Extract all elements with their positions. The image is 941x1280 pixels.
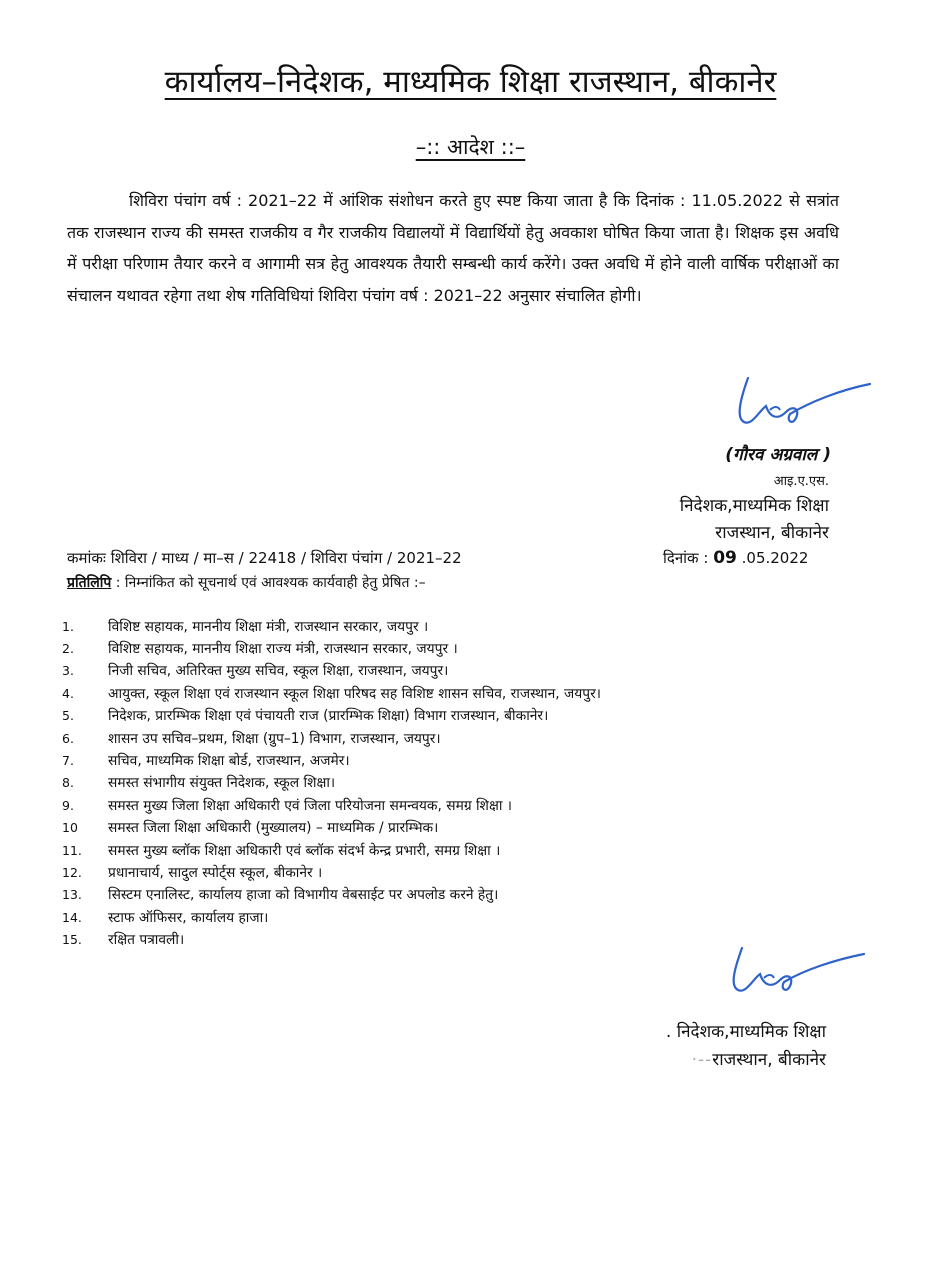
distribution-item-number: 7. xyxy=(62,753,74,769)
distribution-item-text: समस्त मुख्य ब्लॉक शिक्षा अधिकारी एवं ब्लॉक संदर्भ केन्द्र प्रभारी, समग्र शिक्षा । xyxy=(108,842,501,859)
distribution-item xyxy=(62,637,822,659)
order-heading xyxy=(0,132,941,162)
distribution-item xyxy=(62,682,822,704)
reference-date xyxy=(663,546,808,570)
distribution-item xyxy=(62,884,822,906)
copy-label: प्रतिलिपि xyxy=(67,575,112,591)
officer-designation-line2: राजस्थान, बीकानेर xyxy=(715,523,829,543)
copy-text: : निम्नांकित को सूचनार्थ एवं आवश्यक कार्यवाही हेतु प्रेषित :– xyxy=(111,575,426,591)
footer-designation-line2-text: राजस्थान, बीकानेर xyxy=(712,1050,826,1070)
officer-designation-line1: निदेशक,माध्यमिक शिक्षा xyxy=(679,496,829,516)
distribution-item-number: 14. xyxy=(62,909,82,925)
distribution-list xyxy=(62,615,822,951)
distribution-item-text: समस्त जिला शिक्षा अधिकारी (मुख्यालय) – माध्यमिक / प्रारम्भिक। xyxy=(108,820,439,837)
date-day: 09 xyxy=(713,548,737,568)
distribution-item-number: 6. xyxy=(62,730,74,746)
distribution-item-text: स्टाफ ऑफिसर, कार्यालय हाजा। xyxy=(108,909,269,926)
distribution-item xyxy=(62,705,822,727)
officer-designation xyxy=(680,493,829,547)
date-label: दिनांक : xyxy=(663,549,709,567)
distribution-item-text: निजी सचिव, अतिरिक्त मुख्य सचिव, स्कूल शिक्षा, राजस्थान, जयपुर। xyxy=(108,663,449,680)
distribution-item-number: 4. xyxy=(62,685,74,701)
distribution-item-number: 13. xyxy=(62,887,82,903)
distribution-item xyxy=(62,794,822,816)
distribution-item xyxy=(62,660,822,682)
reference-number: कमांकः शिविरा / माध्य / मा–स / 22418 / शिविरा पंचांग / 2021–22 xyxy=(67,549,462,567)
distribution-item-number: 2. xyxy=(62,641,74,657)
distribution-item xyxy=(62,817,822,839)
officer-name: (गौरव अग्रवाल ) xyxy=(725,445,831,465)
distribution-item-number: 3. xyxy=(62,663,74,679)
distribution-item xyxy=(62,839,822,861)
officer-service: आइ.ए.एस. xyxy=(773,474,829,489)
date-rest: .05.2022 xyxy=(741,549,809,567)
distribution-item-text: प्रधानाचार्य, सादुल स्पोर्ट्स स्कूल, बीकानेर । xyxy=(108,864,323,881)
distribution-item-number: 12. xyxy=(62,864,82,880)
distribution-item-text: सिस्टम एनालिस्ट, कार्यालय हाजा को विभागीय वेबसाईट पर अपलोड करने हेतु। xyxy=(108,887,499,904)
footer-designation-line2 xyxy=(666,1046,826,1074)
footer-designation-line1: . निदेशक,माध्यमिक शिक्षा xyxy=(665,1022,826,1042)
distribution-item-number: 5. xyxy=(62,708,74,724)
distribution-item-number: 8. xyxy=(62,775,74,791)
distribution-item-number: 10 xyxy=(62,820,78,836)
distribution-item-text: सचिव, माध्यमिक शिक्षा बोर्ड, राजस्थान, अजमेर। xyxy=(108,753,350,770)
distribution-item-text: शासन उप सचिव–प्रथम, शिक्षा (ग्रुप–1) विभाग, राजस्थान, जयपुर। xyxy=(108,730,441,747)
order-heading-text: –:: आदेश ::– xyxy=(415,135,526,159)
distribution-item xyxy=(62,615,822,637)
distribution-item-number: 9. xyxy=(62,797,74,813)
distribution-item-text: आयुक्त, स्कूल शिक्षा एवं राजस्थान स्कूल शिक्षा परिषद सह विशिष्ट शासन सचिव, राजस्थान, जयपुर। xyxy=(108,685,601,702)
order-paragraph: शिविरा पंचांग वर्ष : 2021–22 में आंशिक संशोधन करते हुए स्पष्ट किया जाता है कि दिनांक : 11.05.2022 से सत्रांत तक राजस्थान राज्य की समस्त राजकीय व गैर राजकीय विद्यालयों में विद्यार्थियों हेतु अवकाश घोषित किया जाता है। शिक्षक इस अवधि में परीक्षा परिणाम तैयार करने व आगामी सत्र हेतु आवश्यक तैयारी सम्बन्धी कार्य करेंगे। उक्त अवधि में होने वाली वार्षिक परीक्षाओं का संचालन यथावत रहेगा तथा शेष गतिविधियां शिविरा पंचांग वर्ष : 2021–22 अनुसार संचालित होगी। xyxy=(67,191,839,305)
office-header-text: कार्यालय–निदेशक, माध्यमिक शिक्षा राजस्थान, बीकानेर xyxy=(164,64,777,100)
smudge-mark: ·‑‑ xyxy=(691,1050,713,1070)
distribution-item-number: 11. xyxy=(62,842,82,858)
distribution-item xyxy=(62,928,822,950)
distribution-item-number: 15. xyxy=(62,932,82,948)
distribution-item-text: विशिष्ट सहायक, माननीय शिक्षा मंत्री, राजस्थान सरकार, जयपुर । xyxy=(108,618,429,635)
distribution-item xyxy=(62,749,822,771)
copy-to-line xyxy=(67,572,426,594)
distribution-item xyxy=(62,772,822,794)
signature-lower xyxy=(722,942,872,1017)
distribution-item xyxy=(62,861,822,883)
distribution-item xyxy=(62,727,822,749)
distribution-item-text: निदेशक, प्रारम्भिक शिक्षा एवं पंचायती राज (प्रारम्भिक शिक्षा) विभाग राजस्थान, बीकानेर। xyxy=(108,708,549,725)
signature-upper xyxy=(730,370,880,450)
distribution-item-text: रक्षित पत्रावली। xyxy=(108,932,185,949)
office-header xyxy=(0,60,941,104)
distribution-item-text: समस्त संभागीय संयुक्त निदेशक, स्कूल शिक्षा। xyxy=(108,775,336,792)
distribution-item-number: 1. xyxy=(62,618,74,634)
distribution-item xyxy=(62,906,822,928)
distribution-item-text: विशिष्ट सहायक, माननीय शिक्षा राज्य मंत्री, राजस्थान सरकार, जयपुर । xyxy=(108,641,458,658)
footer-designation xyxy=(666,1018,826,1074)
distribution-item-text: समस्त मुख्य जिला शिक्षा अधिकारी एवं जिला परियोजना समन्वयक, समग्र शिक्षा । xyxy=(108,797,513,814)
